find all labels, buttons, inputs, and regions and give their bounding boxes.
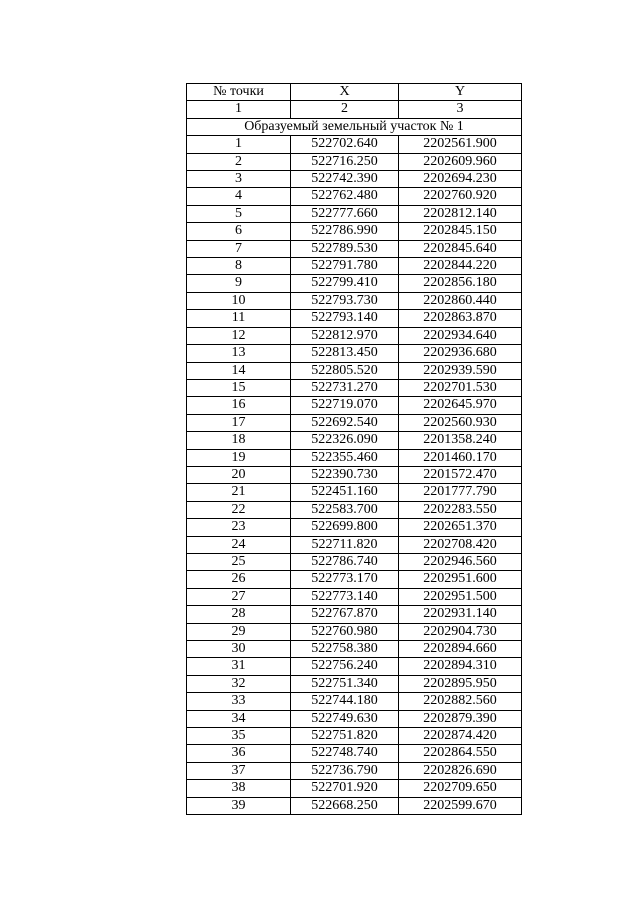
table-row — [187, 658, 522, 675]
y-coordinate-cell: 2202936.680 — [399, 345, 522, 362]
table-row — [187, 571, 522, 588]
x-coordinate-cell: 522805.520 — [291, 362, 399, 379]
table-row — [187, 275, 522, 292]
y-coordinate-cell: 2202560.930 — [399, 414, 522, 431]
table-row — [187, 205, 522, 222]
table-row — [187, 797, 522, 814]
y-coordinate-cell: 2202701.530 — [399, 379, 522, 396]
table-row — [187, 728, 522, 745]
x-coordinate-cell: 522699.800 — [291, 519, 399, 536]
y-coordinate-cell: 2201460.170 — [399, 449, 522, 466]
x-coordinate-cell: 522786.990 — [291, 223, 399, 240]
y-coordinate-cell: 2202879.390 — [399, 710, 522, 727]
table-row — [187, 136, 522, 153]
y-coordinate-cell: 2202283.550 — [399, 501, 522, 518]
y-coordinate-cell: 2202826.690 — [399, 762, 522, 779]
x-coordinate-cell: 522711.820 — [291, 536, 399, 553]
point-number-cell: 22 — [187, 501, 291, 518]
x-coordinate-cell: 522355.460 — [291, 449, 399, 466]
point-number-cell: 33 — [187, 693, 291, 710]
table-row — [187, 693, 522, 710]
x-coordinate-cell: 522789.530 — [291, 240, 399, 257]
table-row — [187, 310, 522, 327]
x-coordinate-cell: 522451.160 — [291, 484, 399, 501]
y-coordinate-cell: 2202904.730 — [399, 623, 522, 640]
x-coordinate-cell: 522773.140 — [291, 588, 399, 605]
point-number-cell: 7 — [187, 240, 291, 257]
point-number-cell: 38 — [187, 780, 291, 797]
table-row — [187, 345, 522, 362]
table-row — [187, 153, 522, 170]
x-coordinate-cell: 522751.340 — [291, 675, 399, 692]
point-number-cell: 14 — [187, 362, 291, 379]
x-coordinate-cell: 522762.480 — [291, 188, 399, 205]
point-number-cell: 4 — [187, 188, 291, 205]
point-number-cell: 18 — [187, 432, 291, 449]
y-coordinate-cell: 2201572.470 — [399, 466, 522, 483]
header-point-number: № точки — [187, 84, 291, 101]
table-row — [187, 397, 522, 414]
x-coordinate-cell: 522813.450 — [291, 345, 399, 362]
header-y: Y — [399, 84, 522, 101]
table-row — [187, 762, 522, 779]
point-number-cell: 21 — [187, 484, 291, 501]
table-row — [187, 641, 522, 658]
table-row — [187, 588, 522, 605]
x-coordinate-cell: 522793.140 — [291, 310, 399, 327]
point-number-cell: 11 — [187, 310, 291, 327]
point-number-cell: 32 — [187, 675, 291, 692]
table-row — [187, 188, 522, 205]
coordinates-table-body — [187, 84, 522, 815]
point-number-cell: 13 — [187, 345, 291, 362]
table-row — [187, 258, 522, 275]
x-coordinate-cell: 522773.170 — [291, 571, 399, 588]
x-coordinate-cell: 522716.250 — [291, 153, 399, 170]
x-coordinate-cell: 522791.780 — [291, 258, 399, 275]
y-coordinate-cell: 2202931.140 — [399, 606, 522, 623]
y-coordinate-cell: 2202863.870 — [399, 310, 522, 327]
y-coordinate-cell: 2202939.590 — [399, 362, 522, 379]
x-coordinate-cell: 522777.660 — [291, 205, 399, 222]
point-number-cell: 15 — [187, 379, 291, 396]
y-coordinate-cell: 2201358.240 — [399, 432, 522, 449]
point-number-cell: 36 — [187, 745, 291, 762]
y-coordinate-cell: 2202609.960 — [399, 153, 522, 170]
x-coordinate-cell: 522702.640 — [291, 136, 399, 153]
table-row — [187, 519, 522, 536]
y-coordinate-cell: 2202951.600 — [399, 571, 522, 588]
x-coordinate-cell: 522793.730 — [291, 292, 399, 309]
point-number-cell: 3 — [187, 171, 291, 188]
table-row — [187, 449, 522, 466]
x-coordinate-cell: 522736.790 — [291, 762, 399, 779]
column-number-2: 2 — [291, 101, 399, 118]
point-number-cell: 19 — [187, 449, 291, 466]
point-number-cell: 17 — [187, 414, 291, 431]
table-row — [187, 675, 522, 692]
table-row — [187, 379, 522, 396]
point-number-cell: 20 — [187, 466, 291, 483]
x-coordinate-cell: 522583.700 — [291, 501, 399, 518]
table-row — [187, 553, 522, 570]
table-row — [187, 240, 522, 257]
section-title: Образуемый земельный участок № 1 — [187, 118, 522, 135]
table-row — [187, 414, 522, 431]
section-title-row — [187, 118, 522, 135]
x-coordinate-cell: 522758.380 — [291, 641, 399, 658]
header-x: X — [291, 84, 399, 101]
table-row — [187, 623, 522, 640]
x-coordinate-cell: 522786.740 — [291, 553, 399, 570]
x-coordinate-cell: 522760.980 — [291, 623, 399, 640]
y-coordinate-cell: 2202708.420 — [399, 536, 522, 553]
x-coordinate-cell: 522668.250 — [291, 797, 399, 814]
point-number-cell: 1 — [187, 136, 291, 153]
point-number-cell: 10 — [187, 292, 291, 309]
table-row — [187, 484, 522, 501]
y-coordinate-cell: 2202946.560 — [399, 553, 522, 570]
y-coordinate-cell: 2202864.550 — [399, 745, 522, 762]
y-coordinate-cell: 2202856.180 — [399, 275, 522, 292]
point-number-cell: 5 — [187, 205, 291, 222]
point-number-cell: 31 — [187, 658, 291, 675]
x-coordinate-cell: 522748.740 — [291, 745, 399, 762]
x-coordinate-cell: 522701.920 — [291, 780, 399, 797]
table-row — [187, 223, 522, 240]
point-number-cell: 34 — [187, 710, 291, 727]
y-coordinate-cell: 2202844.220 — [399, 258, 522, 275]
point-number-cell: 28 — [187, 606, 291, 623]
x-coordinate-cell: 522756.240 — [291, 658, 399, 675]
point-number-cell: 25 — [187, 553, 291, 570]
coordinates-table — [186, 83, 522, 815]
table-row — [187, 780, 522, 797]
table-row — [187, 292, 522, 309]
table-row — [187, 536, 522, 553]
table-row — [187, 362, 522, 379]
y-coordinate-cell: 2202845.150 — [399, 223, 522, 240]
y-coordinate-cell: 2202694.230 — [399, 171, 522, 188]
point-number-cell: 39 — [187, 797, 291, 814]
y-coordinate-cell: 2202882.560 — [399, 693, 522, 710]
y-coordinate-cell: 2202894.310 — [399, 658, 522, 675]
x-coordinate-cell: 522751.820 — [291, 728, 399, 745]
y-coordinate-cell: 2202812.140 — [399, 205, 522, 222]
x-coordinate-cell: 522767.870 — [291, 606, 399, 623]
header-row — [187, 84, 522, 101]
x-coordinate-cell: 522692.540 — [291, 414, 399, 431]
y-coordinate-cell: 2202874.420 — [399, 728, 522, 745]
y-coordinate-cell: 2202651.370 — [399, 519, 522, 536]
table-row — [187, 606, 522, 623]
table-row — [187, 501, 522, 518]
point-number-cell: 2 — [187, 153, 291, 170]
x-coordinate-cell: 522744.180 — [291, 693, 399, 710]
point-number-cell: 6 — [187, 223, 291, 240]
column-number-1: 1 — [187, 101, 291, 118]
x-coordinate-cell: 522731.270 — [291, 379, 399, 396]
point-number-cell: 8 — [187, 258, 291, 275]
x-coordinate-cell: 522812.970 — [291, 327, 399, 344]
point-number-cell: 26 — [187, 571, 291, 588]
point-number-cell: 16 — [187, 397, 291, 414]
point-number-cell: 27 — [187, 588, 291, 605]
table-row — [187, 171, 522, 188]
y-coordinate-cell: 2201777.790 — [399, 484, 522, 501]
y-coordinate-cell: 2202894.660 — [399, 641, 522, 658]
table-row — [187, 327, 522, 344]
point-number-cell: 30 — [187, 641, 291, 658]
table-row — [187, 432, 522, 449]
point-number-cell: 23 — [187, 519, 291, 536]
y-coordinate-cell: 2202561.900 — [399, 136, 522, 153]
table-row — [187, 710, 522, 727]
y-coordinate-cell: 2202760.920 — [399, 188, 522, 205]
y-coordinate-cell: 2202895.950 — [399, 675, 522, 692]
table-row — [187, 745, 522, 762]
x-coordinate-cell: 522742.390 — [291, 171, 399, 188]
x-coordinate-cell: 522326.090 — [291, 432, 399, 449]
y-coordinate-cell: 2202645.970 — [399, 397, 522, 414]
point-number-cell: 29 — [187, 623, 291, 640]
x-coordinate-cell: 522749.630 — [291, 710, 399, 727]
y-coordinate-cell: 2202599.670 — [399, 797, 522, 814]
point-number-cell: 24 — [187, 536, 291, 553]
y-coordinate-cell: 2202951.500 — [399, 588, 522, 605]
column-number-3: 3 — [399, 101, 522, 118]
point-number-cell: 37 — [187, 762, 291, 779]
y-coordinate-cell: 2202934.640 — [399, 327, 522, 344]
y-coordinate-cell: 2202845.640 — [399, 240, 522, 257]
column-number-row — [187, 101, 522, 118]
x-coordinate-cell: 522719.070 — [291, 397, 399, 414]
y-coordinate-cell: 2202860.440 — [399, 292, 522, 309]
y-coordinate-cell: 2202709.650 — [399, 780, 522, 797]
point-number-cell: 35 — [187, 728, 291, 745]
x-coordinate-cell: 522799.410 — [291, 275, 399, 292]
point-number-cell: 12 — [187, 327, 291, 344]
point-number-cell: 9 — [187, 275, 291, 292]
table-row — [187, 466, 522, 483]
x-coordinate-cell: 522390.730 — [291, 466, 399, 483]
